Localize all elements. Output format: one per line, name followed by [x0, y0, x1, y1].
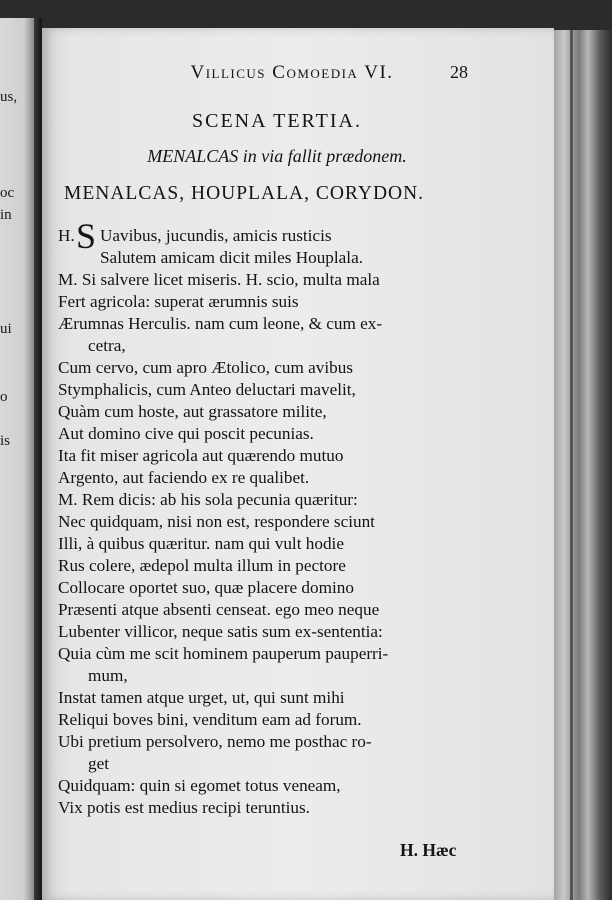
- book-page: [42, 28, 554, 900]
- speaker-label: H.: [58, 226, 75, 245]
- verse-line: Uavibus, jucundis, amicis rusticis: [100, 226, 332, 245]
- verse-line: Rus colere, ædepol multa illum in pectore: [58, 556, 346, 575]
- verse-line: Illi, à quibus quæritur. nam qui vult hodie: [58, 534, 344, 553]
- scene-subtitle: MENALCAS in via fallit prædonem.: [147, 146, 407, 166]
- scene-title: SCENA TERTIA.: [192, 110, 362, 132]
- page-stack-edge: [552, 30, 612, 900]
- verse-line: Præsenti atque absenti censeat. ego meo neque: [58, 600, 380, 619]
- page-number: 28: [450, 62, 468, 82]
- verse-line: Vix potis est medius recipi teruntius.: [58, 798, 310, 817]
- verse-line: Reliqui boves bini, venditum eam ad forum.: [58, 710, 362, 729]
- verse-line: mum,: [88, 666, 128, 685]
- verse-line: Ita fit miser agricola aut quærendo mutuo: [58, 446, 344, 465]
- verse-line: Nec quidquam, nisi non est, respondere sciunt: [58, 512, 375, 531]
- running-title: Villicus Comoedia VI.: [190, 62, 394, 83]
- facing-page-edge: [0, 18, 34, 900]
- verse-line: Quàm cum hoste, aut grassatore milite,: [58, 402, 327, 421]
- verse-line: Stymphalicis, cum Anteo deluctari mavelit,: [58, 380, 356, 399]
- verse-line: Ærumnas Herculis. nam cum leone, & cum ex-: [58, 314, 383, 333]
- verse-line: Aut domino cive qui poscit pecunias.: [58, 424, 314, 443]
- facing-page-fragment: us,: [0, 89, 18, 105]
- catchword: H. Hæc: [400, 840, 457, 860]
- verse-line: Ubi pretium persolvero, nemo me posthac ro-: [58, 732, 372, 751]
- verse-line: Salutem amicam dicit miles Houplala.: [100, 248, 363, 267]
- book-gutter: [34, 18, 42, 900]
- facing-page-fragment: oc: [0, 185, 15, 201]
- verse-line: Instat tamen atque urget, ut, qui sunt mihi: [58, 688, 345, 707]
- verse-line: Argento, aut faciendo ex re qualibet.: [58, 468, 310, 487]
- verse-line: M. Si salvere licet miseris. H. scio, multa mala: [58, 270, 380, 289]
- facing-page-fragment: is: [0, 433, 11, 449]
- facing-page-fragment: in: [0, 207, 12, 223]
- verse-line: Lubenter villicor, neque satis sum ex-sententia:: [58, 622, 383, 641]
- verse-line: Quidquam: quin si egomet totus veneam,: [58, 776, 341, 795]
- dramatis-personae: MENALCAS, HOUPLALA, CORYDON.: [64, 183, 425, 204]
- drop-capital: S: [76, 216, 97, 256]
- verse-line: cetra,: [88, 336, 126, 355]
- verse-line: Collocare oportet suo, quæ placere domino: [58, 578, 354, 597]
- verse-line: Fert agricola: superat ærumnis suis: [58, 292, 299, 311]
- facing-page-fragment: ui: [0, 321, 12, 337]
- verse-line: Quia cùm me scit hominem pauperum pauperri-: [58, 644, 389, 663]
- verse-line: M. Rem dicis: ab his sola pecunia quæritur:: [58, 490, 358, 509]
- verse-line: get: [88, 754, 109, 773]
- facing-page-fragment: o: [0, 389, 8, 405]
- verse-line: Cum cervo, cum apro Ætolico, cum avibus: [58, 358, 353, 377]
